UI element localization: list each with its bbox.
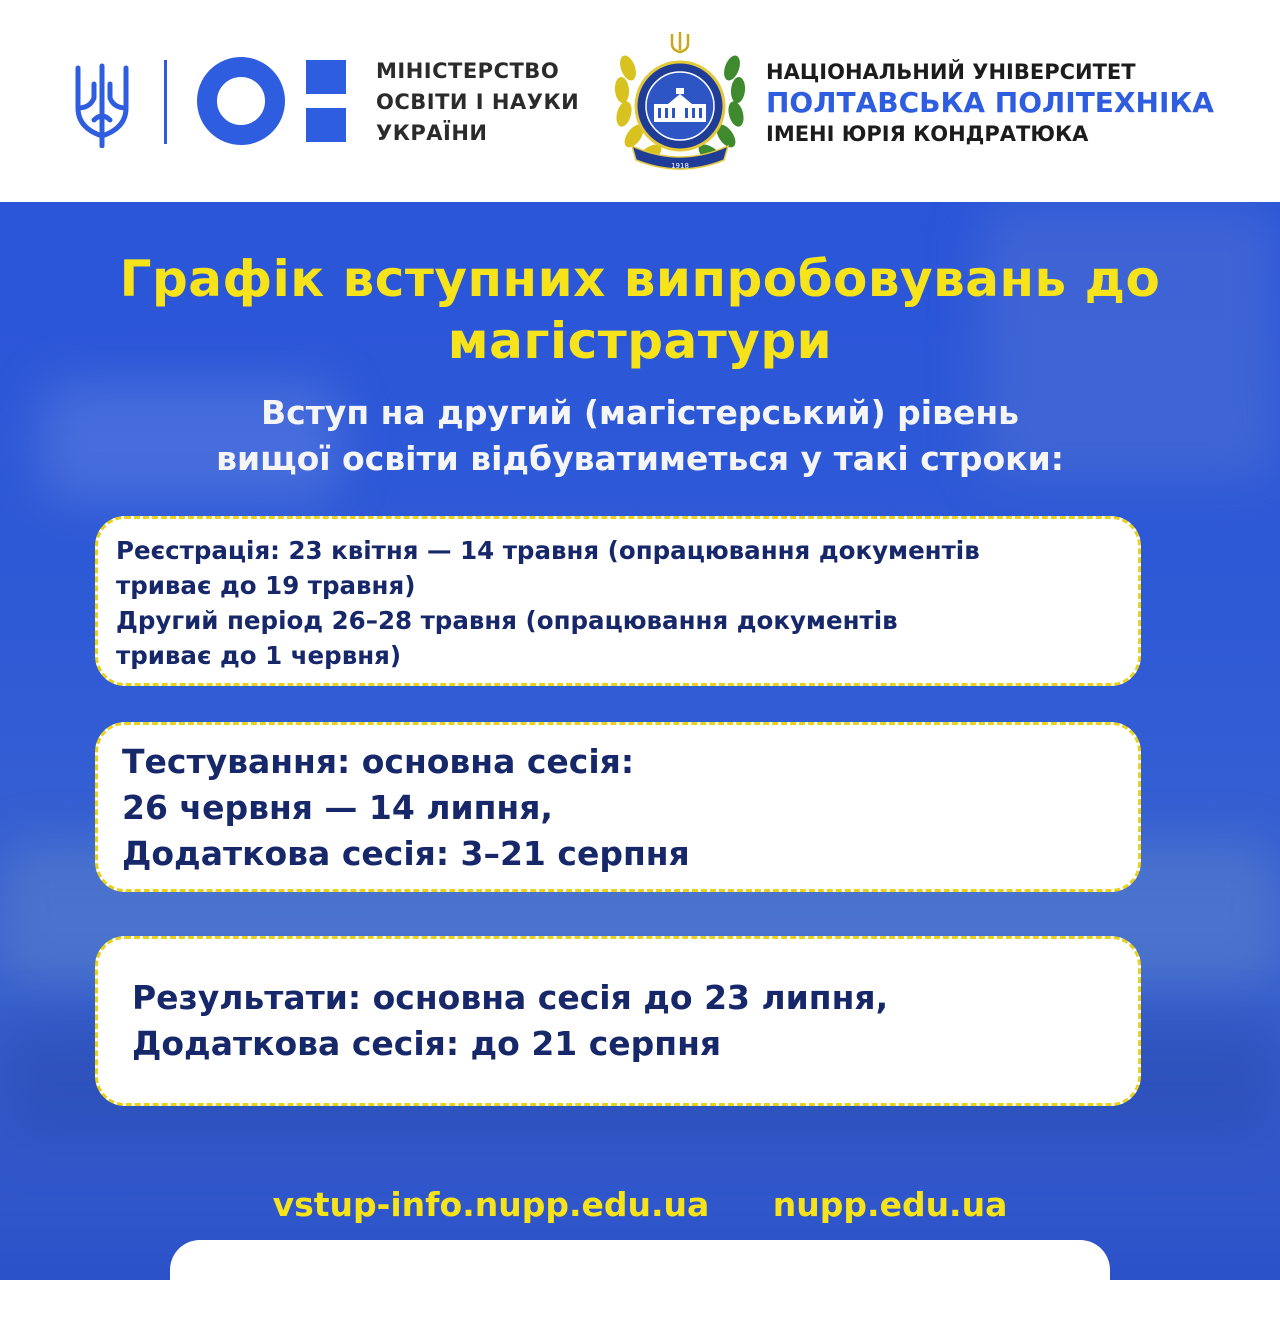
university-name-line-1: НАЦІОНАЛЬНИЙ УНІВЕРСИТЕТ xyxy=(766,60,1136,84)
university-name-line-2: ПОЛТАВСЬКА ПОЛІТЕХНІКА xyxy=(766,86,1214,119)
page-title-line: Графік вступних випробовувань до xyxy=(119,250,1161,308)
ministry-name-line: ОСВІТИ І НАУКИ xyxy=(376,90,580,114)
vstup-info-link[interactable]: vstup-info.nupp.edu.ua xyxy=(272,1185,710,1224)
page-title-line: магістратури xyxy=(447,312,833,370)
website-links xyxy=(0,1182,1280,1228)
card-line: Додаткова сесія: до 21 серпня xyxy=(132,1024,722,1063)
trident-icon xyxy=(72,62,132,148)
subtitle xyxy=(0,390,1280,482)
card-line: триває до 1 червня) xyxy=(116,641,402,670)
university-emblem xyxy=(610,28,750,178)
subtitle-line: вищої освіти відбуватиметься у такі строки: xyxy=(216,439,1064,478)
emblem-year: 1918 xyxy=(671,162,689,170)
mon-logo xyxy=(196,56,350,146)
results-card xyxy=(95,936,1141,1106)
ministry-name-line: МІНІСТЕРСТВО xyxy=(376,59,560,83)
subtitle-line: Вступ на другий (магістерський) рівень xyxy=(260,393,1020,432)
registration-card xyxy=(95,516,1141,686)
card-line: Другий період 26–28 травня (опрацювання документів xyxy=(116,606,898,635)
university-name xyxy=(766,58,1214,148)
ministry-name-line: УКРАЇНИ xyxy=(376,121,488,145)
header-divider xyxy=(164,60,167,144)
nupp-link[interactable]: nupp.edu.ua xyxy=(772,1185,1008,1224)
page-title xyxy=(0,248,1280,372)
university-name-line-3: ІМЕНІ ЮРІЯ КОНДРАТЮКА xyxy=(766,122,1089,146)
bottom-panel xyxy=(170,1240,1110,1320)
card-line: Реєстрація: 23 квітня — 14 травня (опрацювання документів xyxy=(116,536,980,565)
testing-card xyxy=(95,722,1141,892)
header xyxy=(0,0,1280,202)
card-line: Додаткова сесія: 3–21 серпня xyxy=(122,834,690,873)
card-line: 26 червня — 14 липня, xyxy=(122,788,553,827)
ministry-name xyxy=(376,56,579,149)
card-line: Тестування: основна сесія: xyxy=(122,742,635,781)
card-line: триває до 19 травня) xyxy=(116,571,416,600)
card-line: Результати: основна сесія до 23 липня, xyxy=(132,978,889,1017)
